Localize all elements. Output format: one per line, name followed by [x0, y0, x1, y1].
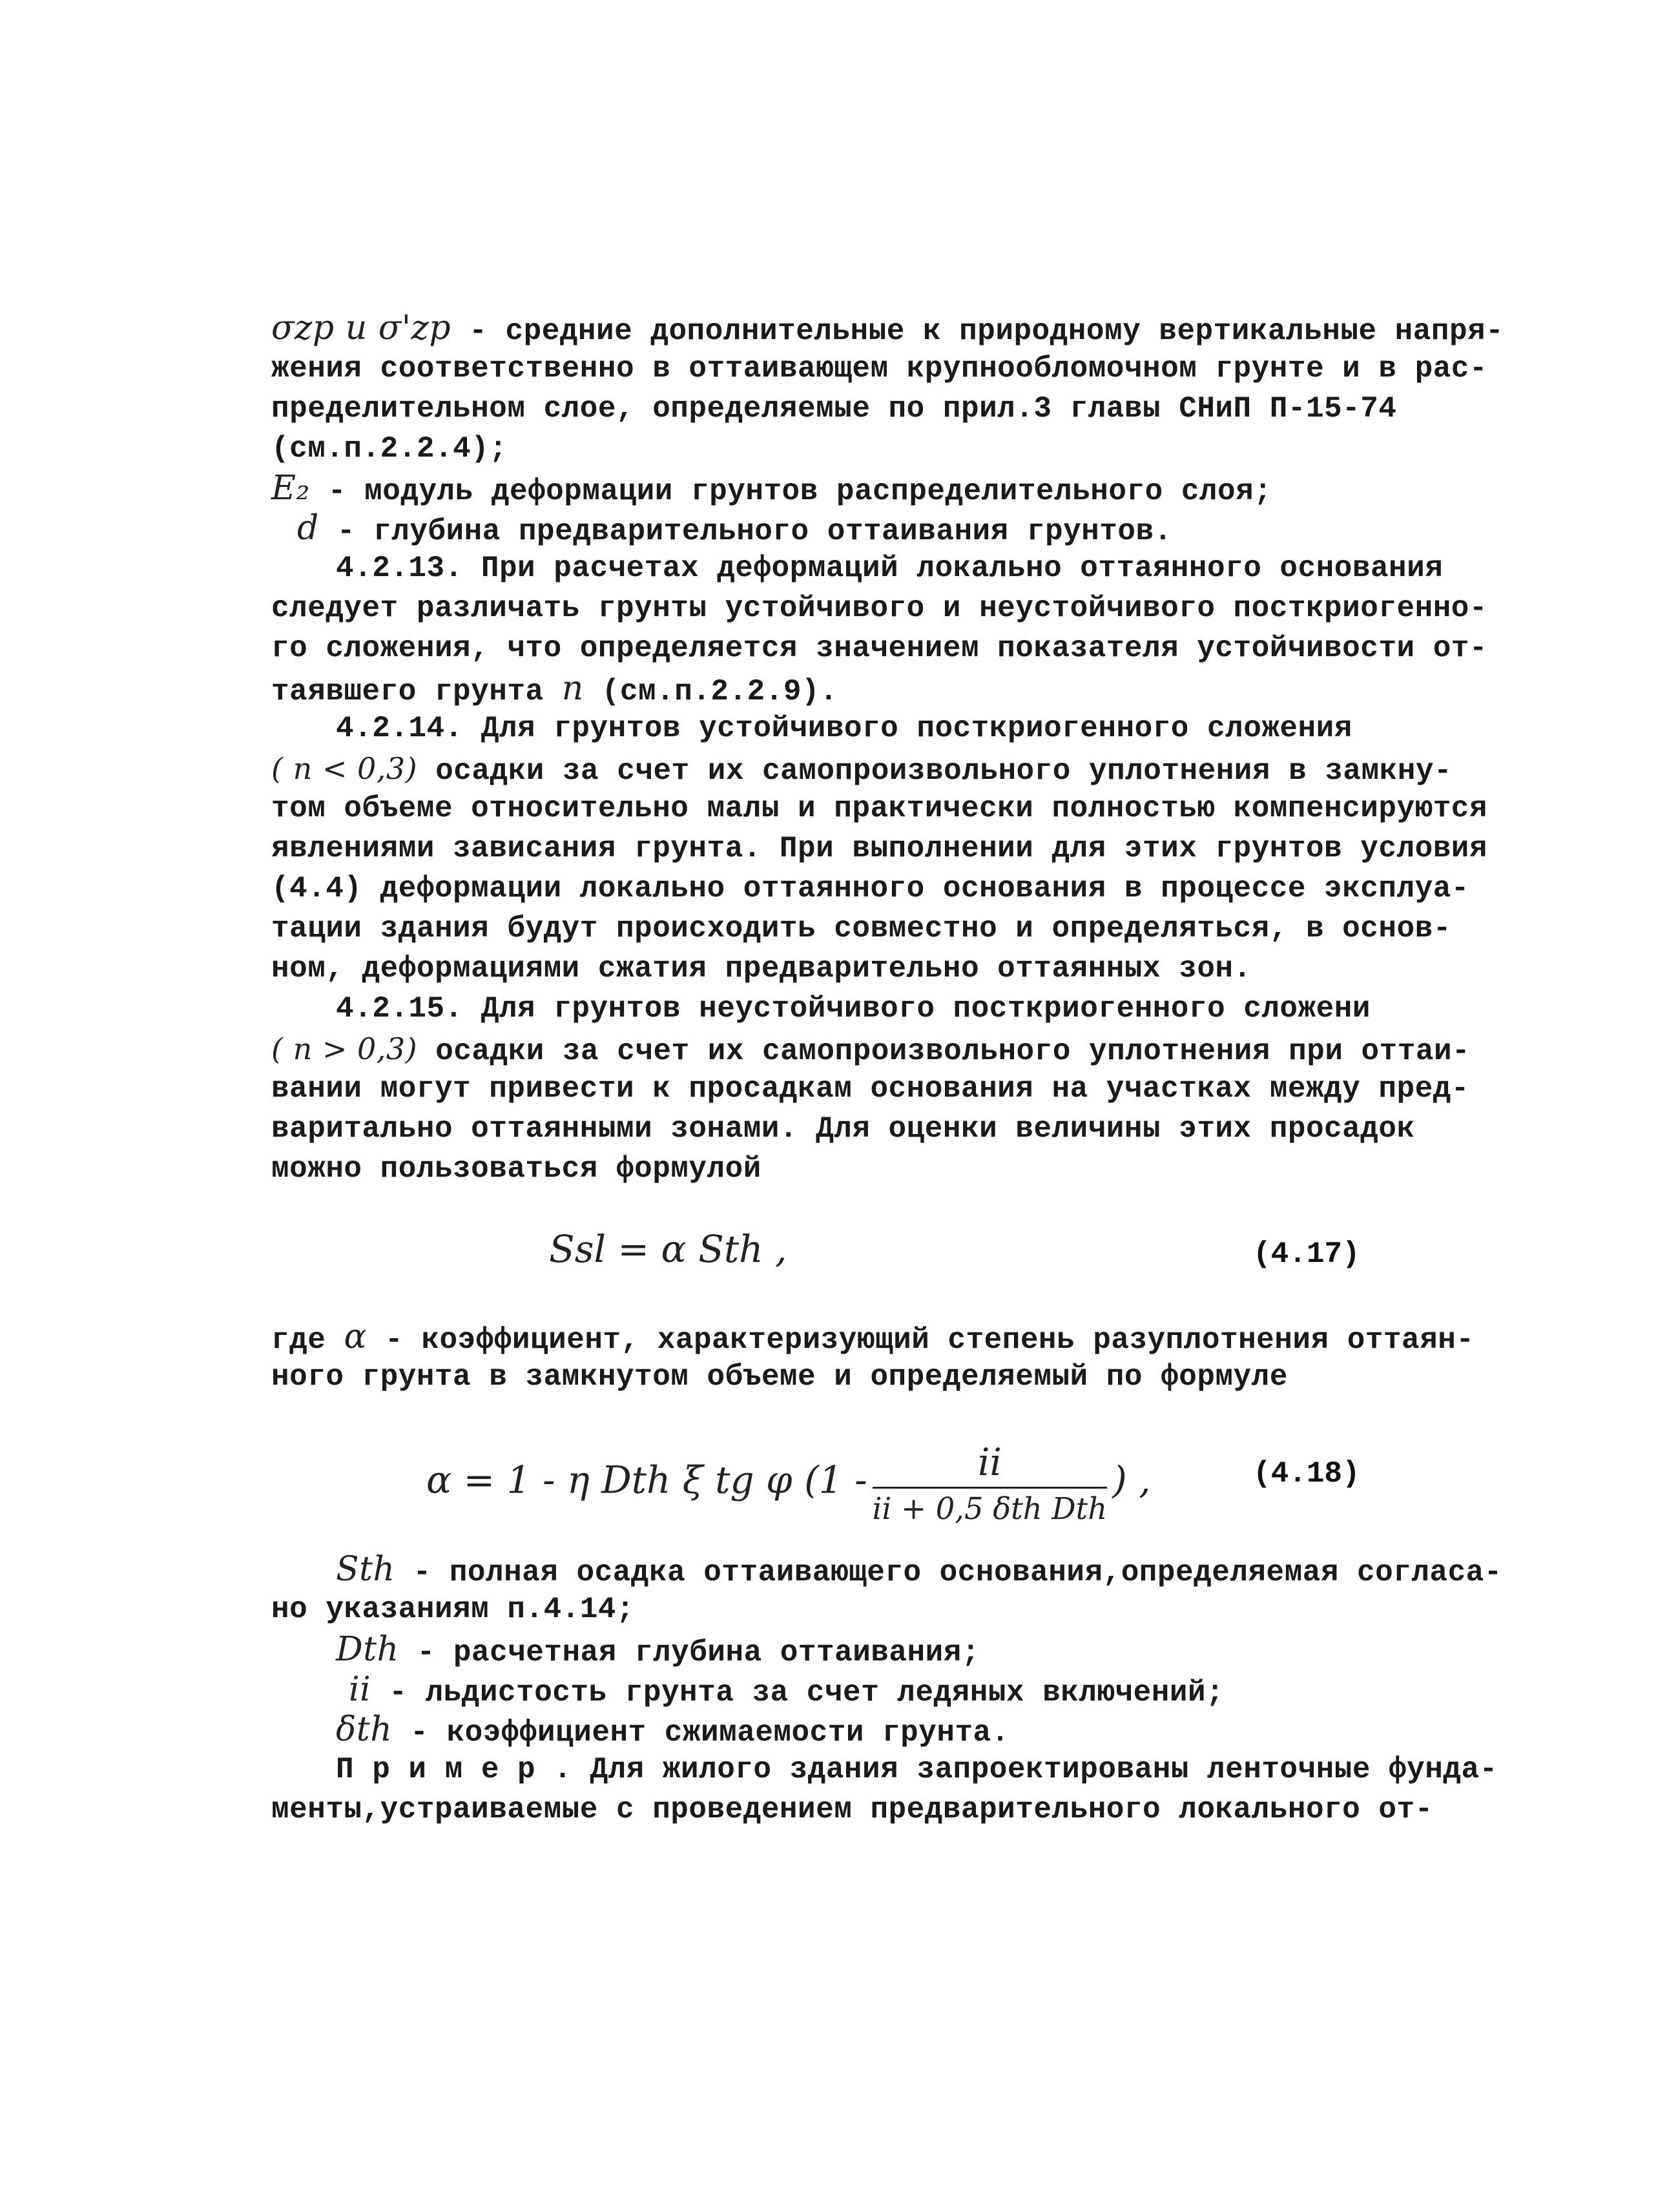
- text-line: варитально оттаянными зонами. Для оценки величины этих просадок: [271, 1112, 1415, 1146]
- section-4-2-13: 4.2.13. При расчетах деформаций локально оттаянного основания: [336, 552, 1444, 585]
- text-line: таявшего грунта n (см.п.2.2.9).: [271, 669, 838, 708]
- condition-n-gt: ( n > 0,3): [271, 1031, 418, 1066]
- equation-number-4-18: (4.18): [1253, 1457, 1360, 1491]
- text-line: (4.4) деформации локально оттаянного основания в процессе эксплуа-: [271, 872, 1469, 905]
- symbol-e2: E₂: [271, 469, 310, 508]
- equation-number-4-17: (4.17): [1253, 1237, 1360, 1271]
- section-4-2-15: 4.2.15. Для грунтов неустойчивого посткриогенного сложени: [336, 992, 1371, 1026]
- text-line: вании могут привести к просадкам основания на участках между пред-: [271, 1072, 1469, 1106]
- text-line: Dth - расчетная глубина оттаивания;: [336, 1630, 980, 1669]
- text-line: δth - коэффициент сжимаемости грунта.: [336, 1710, 1010, 1750]
- fraction: $\frac{ii}{\text{ii + 0,5 δth Dth}}$: [872, 1440, 1108, 1526]
- text-line: го сложения, что определяется значением показателя устойчивости от-: [271, 632, 1488, 665]
- formula-4-17: Ssl = α Sth ,: [549, 1227, 787, 1271]
- condition-n-lt: ( n < 0,3): [271, 751, 418, 786]
- section-4-2-14: 4.2.14. Для грунтов устойчивого посткриогенного сложения: [336, 712, 1352, 745]
- symbol-sigma: σzp и σ'zp: [271, 309, 451, 347]
- text-line: ном, деформациями сжатия предварительно оттаянных зон.: [271, 952, 1252, 986]
- text-line: Sth - полная осадка оттаивающего основания,определяемая согласа-: [336, 1550, 1502, 1589]
- text-line: менты,устраиваемые с проведением предварительного локального от-: [271, 1793, 1433, 1826]
- text-line: ного грунта в замкнутом объеме и определяемый по формуле: [271, 1360, 1288, 1394]
- symbol-sth: Sth: [336, 1550, 395, 1589]
- symbol-d: d: [297, 509, 319, 548]
- text-line: жения соответственно в оттаивающем крупнообломочном грунте и в рас-: [271, 352, 1488, 386]
- text-line: ( n > 0,3) осадки за счет их самопроизвольного уплотнения при оттаи-: [271, 1031, 1471, 1068]
- text-line: ( n < 0,3) осадки за счет их самопроизвольного уплотнения в замкну-: [271, 751, 1453, 788]
- text-line: том объеме относительно малы и практически полностью компенсируются: [271, 792, 1488, 825]
- text-line: тации здания будут происходить совместно и определяться, в основ-: [271, 912, 1451, 946]
- example-heading: П р и м е р . Для жилого здания запроектированы ленточные фунда-: [336, 1753, 1498, 1786]
- symbol-delta-th: δth: [336, 1710, 393, 1749]
- text-line: следует различать грунты устойчивого и неустойчивого посткриогенно-: [271, 592, 1488, 625]
- text-line: где α - коэффициент, характеризующий степень разуплотнения оттаян-: [271, 1318, 1475, 1357]
- text-line: пределительном слое, определяемые по прил.3 главы СНиП П-15-74: [271, 392, 1397, 426]
- text-line: (см.п.2.2.4);: [271, 432, 508, 466]
- text-line: d - глубина предварительного оттаивания грунтов.: [297, 509, 1172, 548]
- text-line: E₂ - модуль деформации грунтов распределительного слоя;: [271, 469, 1272, 508]
- text-line: но указаниям п.4.14;: [271, 1593, 635, 1626]
- symbol-alpha: α: [344, 1318, 368, 1356]
- symbol-n: n: [561, 669, 584, 708]
- text-line: σzp и σ'zp - средние дополнительные к природному вертикальные напря-: [271, 309, 1504, 348]
- formula-4-18: α = 1 - η Dth ξ tg φ (1 - $\frac{ii}{\text{ii + 0,5 δth Dth}}$ ) ,: [426, 1440, 1151, 1526]
- text-line: можно пользоваться формулой: [271, 1152, 761, 1186]
- symbol-ii: ii: [349, 1670, 371, 1709]
- symbol-dth: Dth: [336, 1630, 399, 1669]
- text-line: явлениями зависания грунта. При выполнении для этих грунтов условия: [271, 832, 1488, 865]
- text-line: ii - льдистость грунта за счет ледяных включений;: [349, 1670, 1225, 1710]
